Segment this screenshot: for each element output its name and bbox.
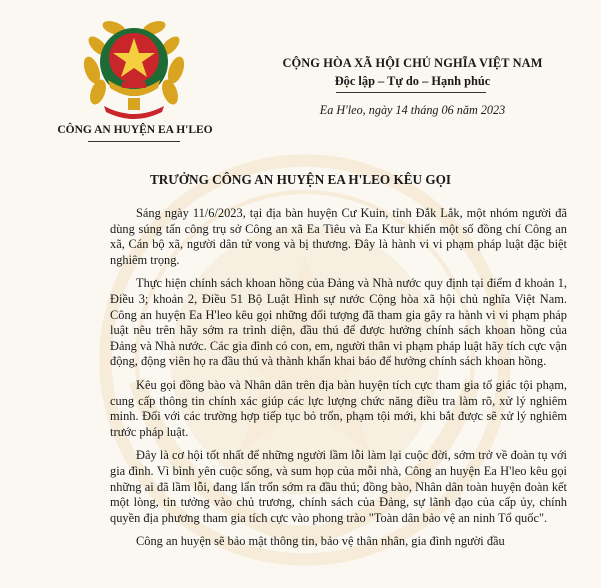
document-header xyxy=(0,0,601,150)
national-title: CỘNG HÒA XÃ HỘI CHỦ NGHĨA VIỆT NAM xyxy=(282,56,543,70)
motto-underline xyxy=(336,92,486,93)
date-line: Ea H'leo, ngày 14 tháng 06 năm 2023 xyxy=(319,103,506,117)
unit-underline xyxy=(88,141,180,142)
document-title: TRƯỞNG CÔNG AN HUYỆN EA H'LEO KÊU GỌI xyxy=(149,172,452,187)
police-emblem-icon xyxy=(78,10,190,122)
paragraph-4: Đây là cơ hội tốt nhất để những người lầm lỗi làm lại cuộc đời, sớm trở về đoàn tụ với gia đình. Vì bình yên cuộc sống, và sum họp của mỗi nhà, Công an huyện Ea H'leo kêu gọi những ai đã lầm lỗi, đang lẩn trốn sớm ra đầu thú; đồng bào, Nhân dân toàn huyện đoàn kết một lòng, tin tưởng vào chủ trương, chính sách của Đảng, sự lãnh đạo của cấp ủy, chính quyền địa phương tham gia tích cực vào phong trào "Toàn dân bảo vệ an ninh Tổ quốc". xyxy=(110,448,567,525)
document-body xyxy=(110,206,567,558)
paragraph-5: Công an huyện sẽ bảo mật thông tin, bảo vệ thân nhân, gia đình người đầu xyxy=(136,534,505,549)
paragraph-1: Sáng ngày 11/6/2023, tại địa bàn huyện Cư Kuin, tỉnh Đắk Lắk, một nhóm người đã dùng súng tấn công trụ sở Công an xã Ea Tiêu và Ea Ktur khiến một số đồng chí Công an xã, Cán bộ xã, người dân tử vong và bị thương. Đây là hành vi vi phạm pháp luật đặc biệt nghiêm trọng. xyxy=(110,206,567,267)
paragraph-2: Thực hiện chính sách khoan hồng của Đảng và Nhà nước quy định tại điểm đ khoản 1, Điều 3; khoản 2, Điều 51 Bộ Luật Hình sự nước Cộng hòa xã hội chủ nghĩa Việt Nam. Công an huyện Ea H'leo kêu gọi những đối tượng đã tham gia gây ra hành vi vi phạm pháp luật nêu trên hãy sớm ra trình diện, đầu thú để được hưởng chính sách khoan hồng của Đảng và Nhà nước. Các gia đình có con, em, người thân vi phạm pháp luật hãy tích cực vận động, động viên họ ra đầu thú và thành khẩn khai báo để hưởng chính sách khoan hồng. xyxy=(110,276,567,369)
issuing-unit-name: CÔNG AN HUYỆN EA H'LEO xyxy=(57,124,213,136)
national-motto: Độc lập – Tự do – Hạnh phúc xyxy=(334,74,491,88)
paragraph-3: Kêu gọi đồng bào và Nhân dân trên địa bàn huyện tích cực tham gia tố giác tội phạm, cung cấp thông tin chính xác giúp các lực lượng chức năng điều tra làm rõ, xử lý nghiêm minh. Đối với các trường hợp tiếp tục bỏ trốn, phạm tội mới, khi bắt được sẽ xử lý nghiêm trước pháp luật. xyxy=(110,377,567,439)
